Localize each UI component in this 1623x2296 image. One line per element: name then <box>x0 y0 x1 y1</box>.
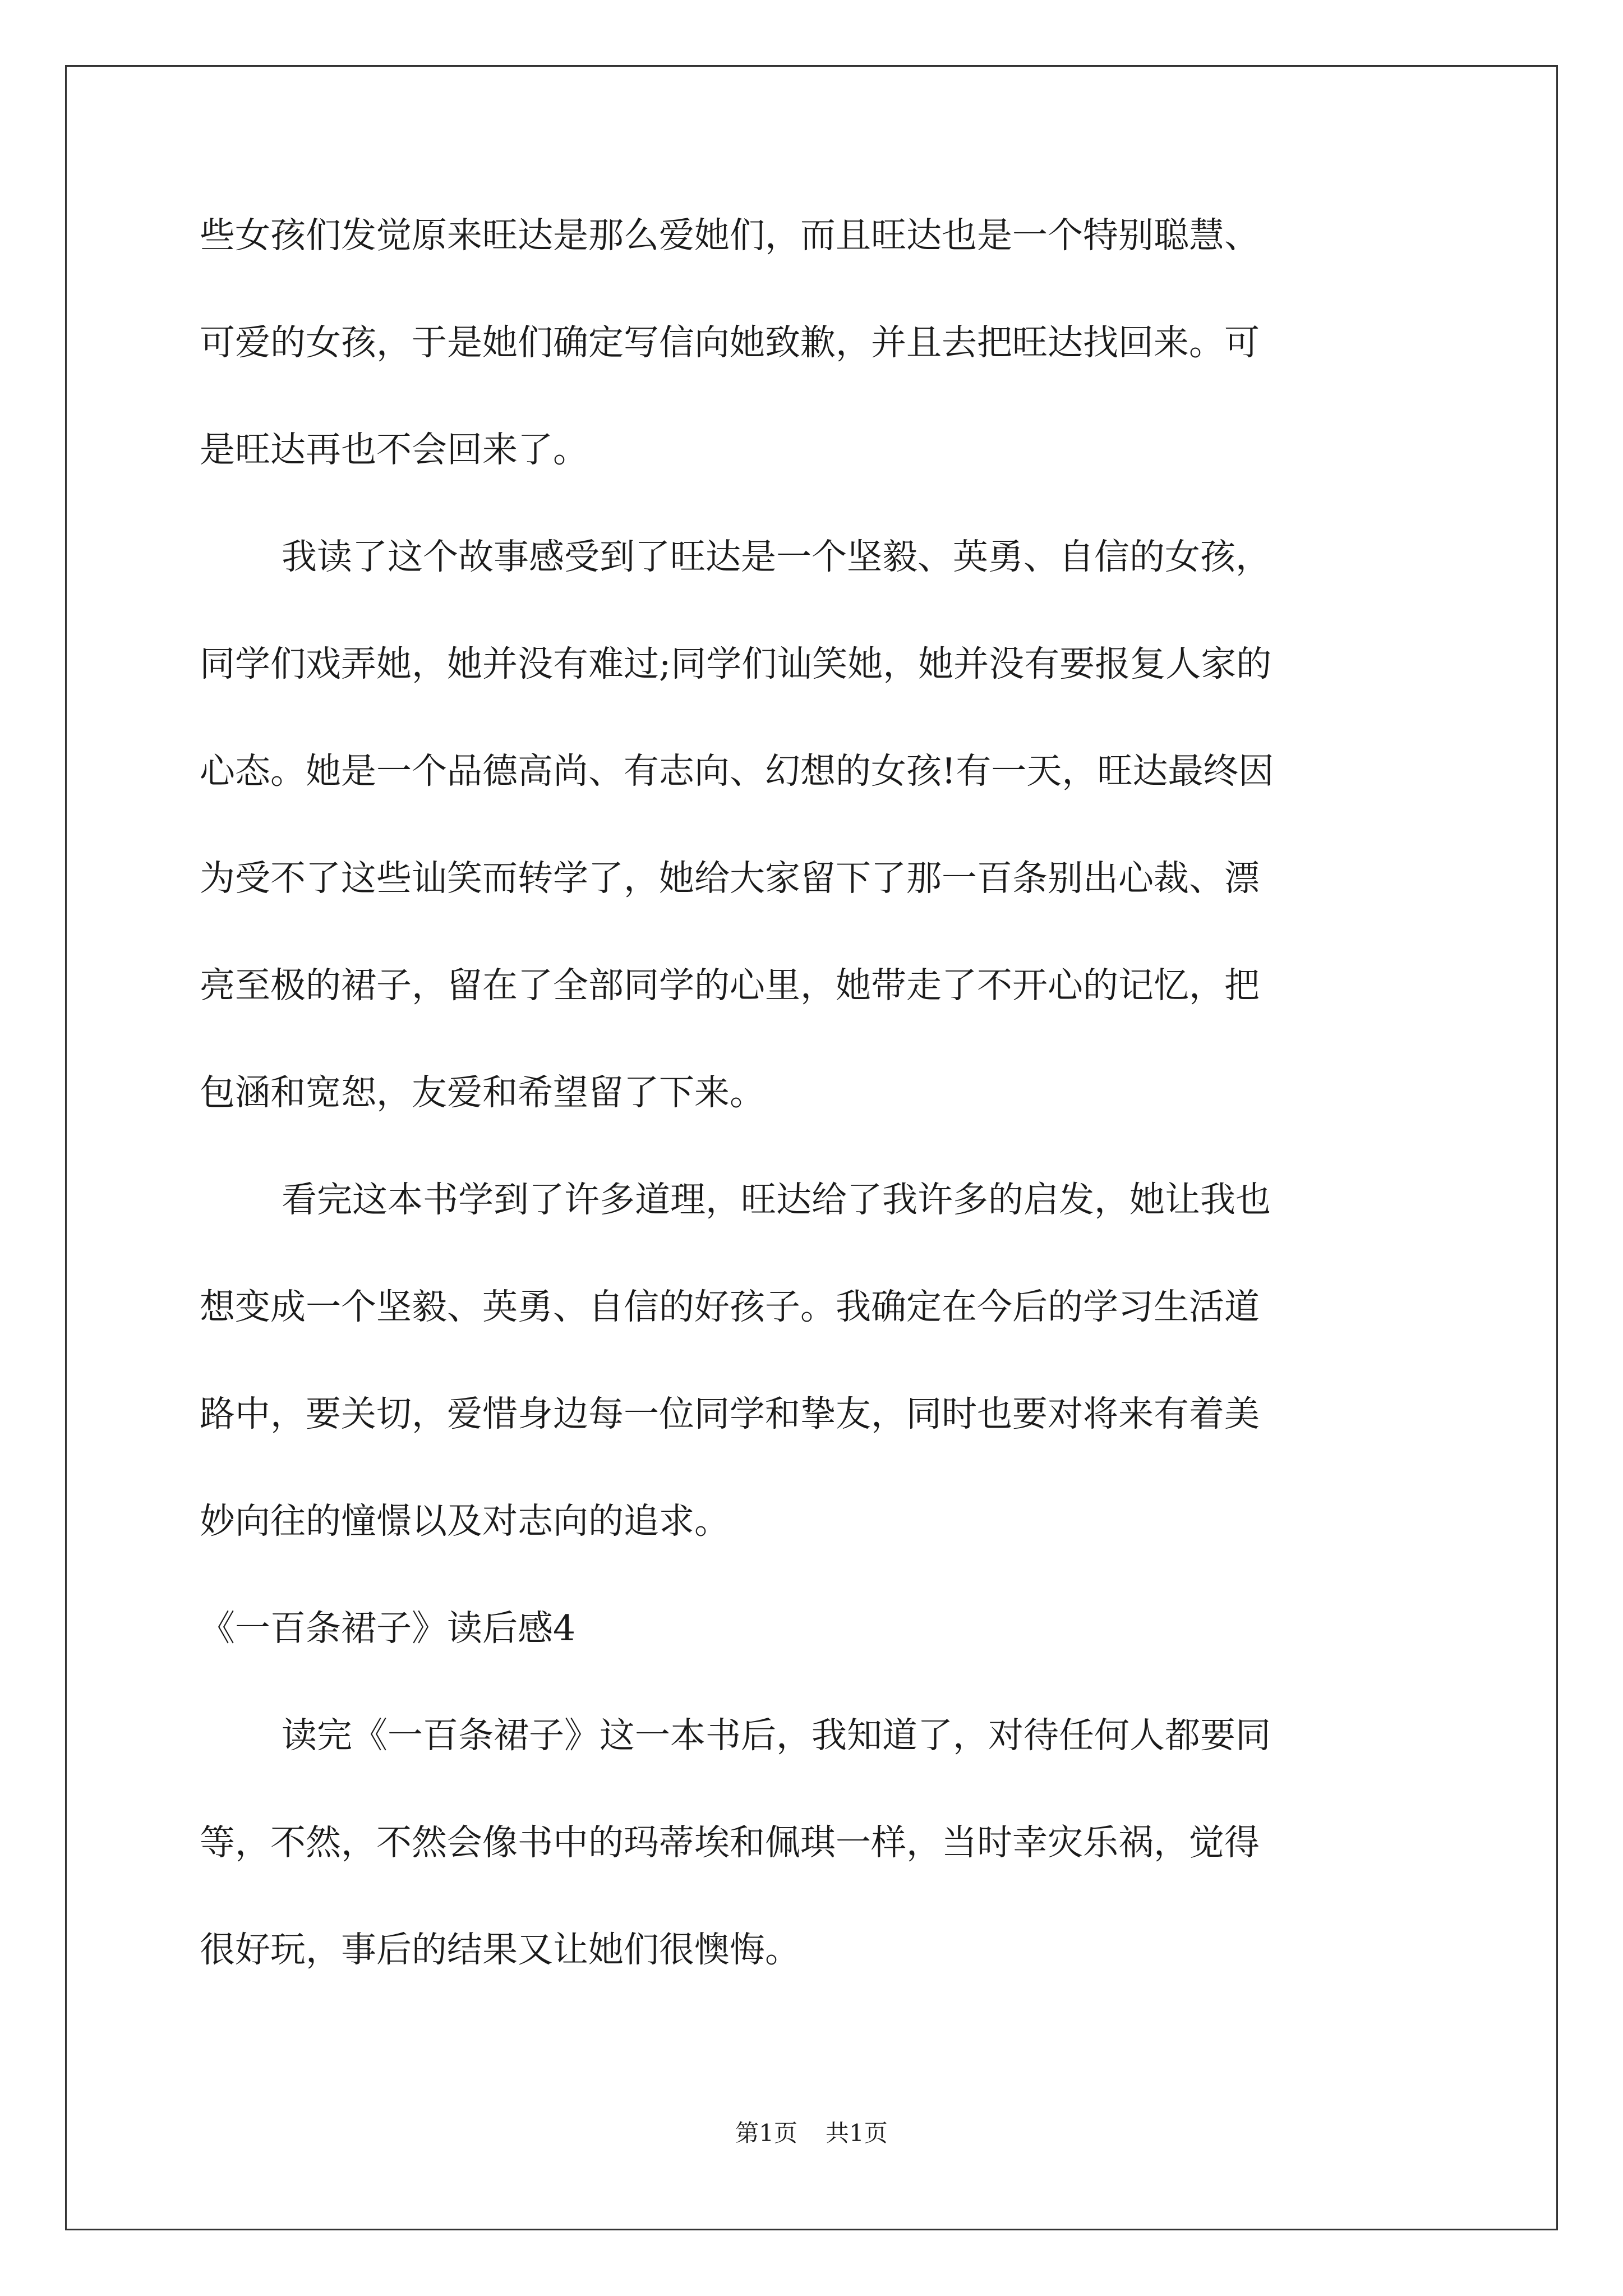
paragraph-3 <box>200 1173 1428 1548</box>
heading-text: 《一百条裙子》读后感4 <box>200 1608 576 1649</box>
text-line: 妙向往的憧憬以及对志向的追求。 <box>200 1501 730 1542</box>
text-line: 些女孩们发觉原来旺达是那么爱她们，而且旺达也是一个特别聪慧、 <box>200 215 1260 256</box>
text-line: 亮至极的裙子，留在了全部同学的心里，她带走了不开心的记忆，把 <box>200 965 1260 1006</box>
text-line: 路中，要关切，爱惜身边每一位同学和挚友，同时也要对将来有着美 <box>200 1393 1260 1434</box>
text-line: 读完《一百条裙子》这一本书后，我知道了，对待任何人都要同 <box>282 1715 1271 1756</box>
document-body <box>200 209 1428 1976</box>
paragraph-4 <box>200 1709 1428 1976</box>
paragraph-1 <box>200 209 1428 476</box>
text-line: 想变成一个坚毅、英勇、自信的好孩子。我确定在今后的学习生活道 <box>200 1286 1260 1327</box>
text-line: 可爱的女孩，于是她们确定写信向她致歉，并且去把旺达找回来。可 <box>200 322 1260 363</box>
section-heading <box>200 1602 1428 1655</box>
text-line: 我读了这个故事感受到了旺达是一个坚毅、英勇、自信的女孩， <box>282 536 1271 577</box>
page-total: 共1页 <box>826 2119 888 2147</box>
text-line: 等，不然，不然会像书中的玛蒂埃和佩琪一样，当时幸灾乐祸，觉得 <box>200 1822 1260 1863</box>
text-line: 看完这本书学到了许多道理，旺达给了我许多的启发，她让我也 <box>282 1179 1271 1220</box>
text-line: 很好玩，事后的结果又让她们很懊悔。 <box>200 1929 800 1970</box>
text-line: 同学们戏弄她，她并没有难过;同学们讪笑她，她并没有要报复人家的 <box>200 643 1272 684</box>
text-line: 心态。她是一个品德高尚、有志向、幻想的女孩!有一天，旺达最终因 <box>200 751 1274 792</box>
page-footer <box>0 2119 1623 2147</box>
text-line: 是旺达再也不会回来了。 <box>200 429 588 470</box>
paragraph-2 <box>200 530 1428 1119</box>
page-number: 第1页 <box>735 2119 797 2147</box>
text-line: 为受不了这些讪笑而转学了，她给大家留下了那一百条别出心裁、漂 <box>200 858 1260 899</box>
text-line: 包涵和宽恕，友爱和希望留了下来。 <box>200 1072 765 1113</box>
